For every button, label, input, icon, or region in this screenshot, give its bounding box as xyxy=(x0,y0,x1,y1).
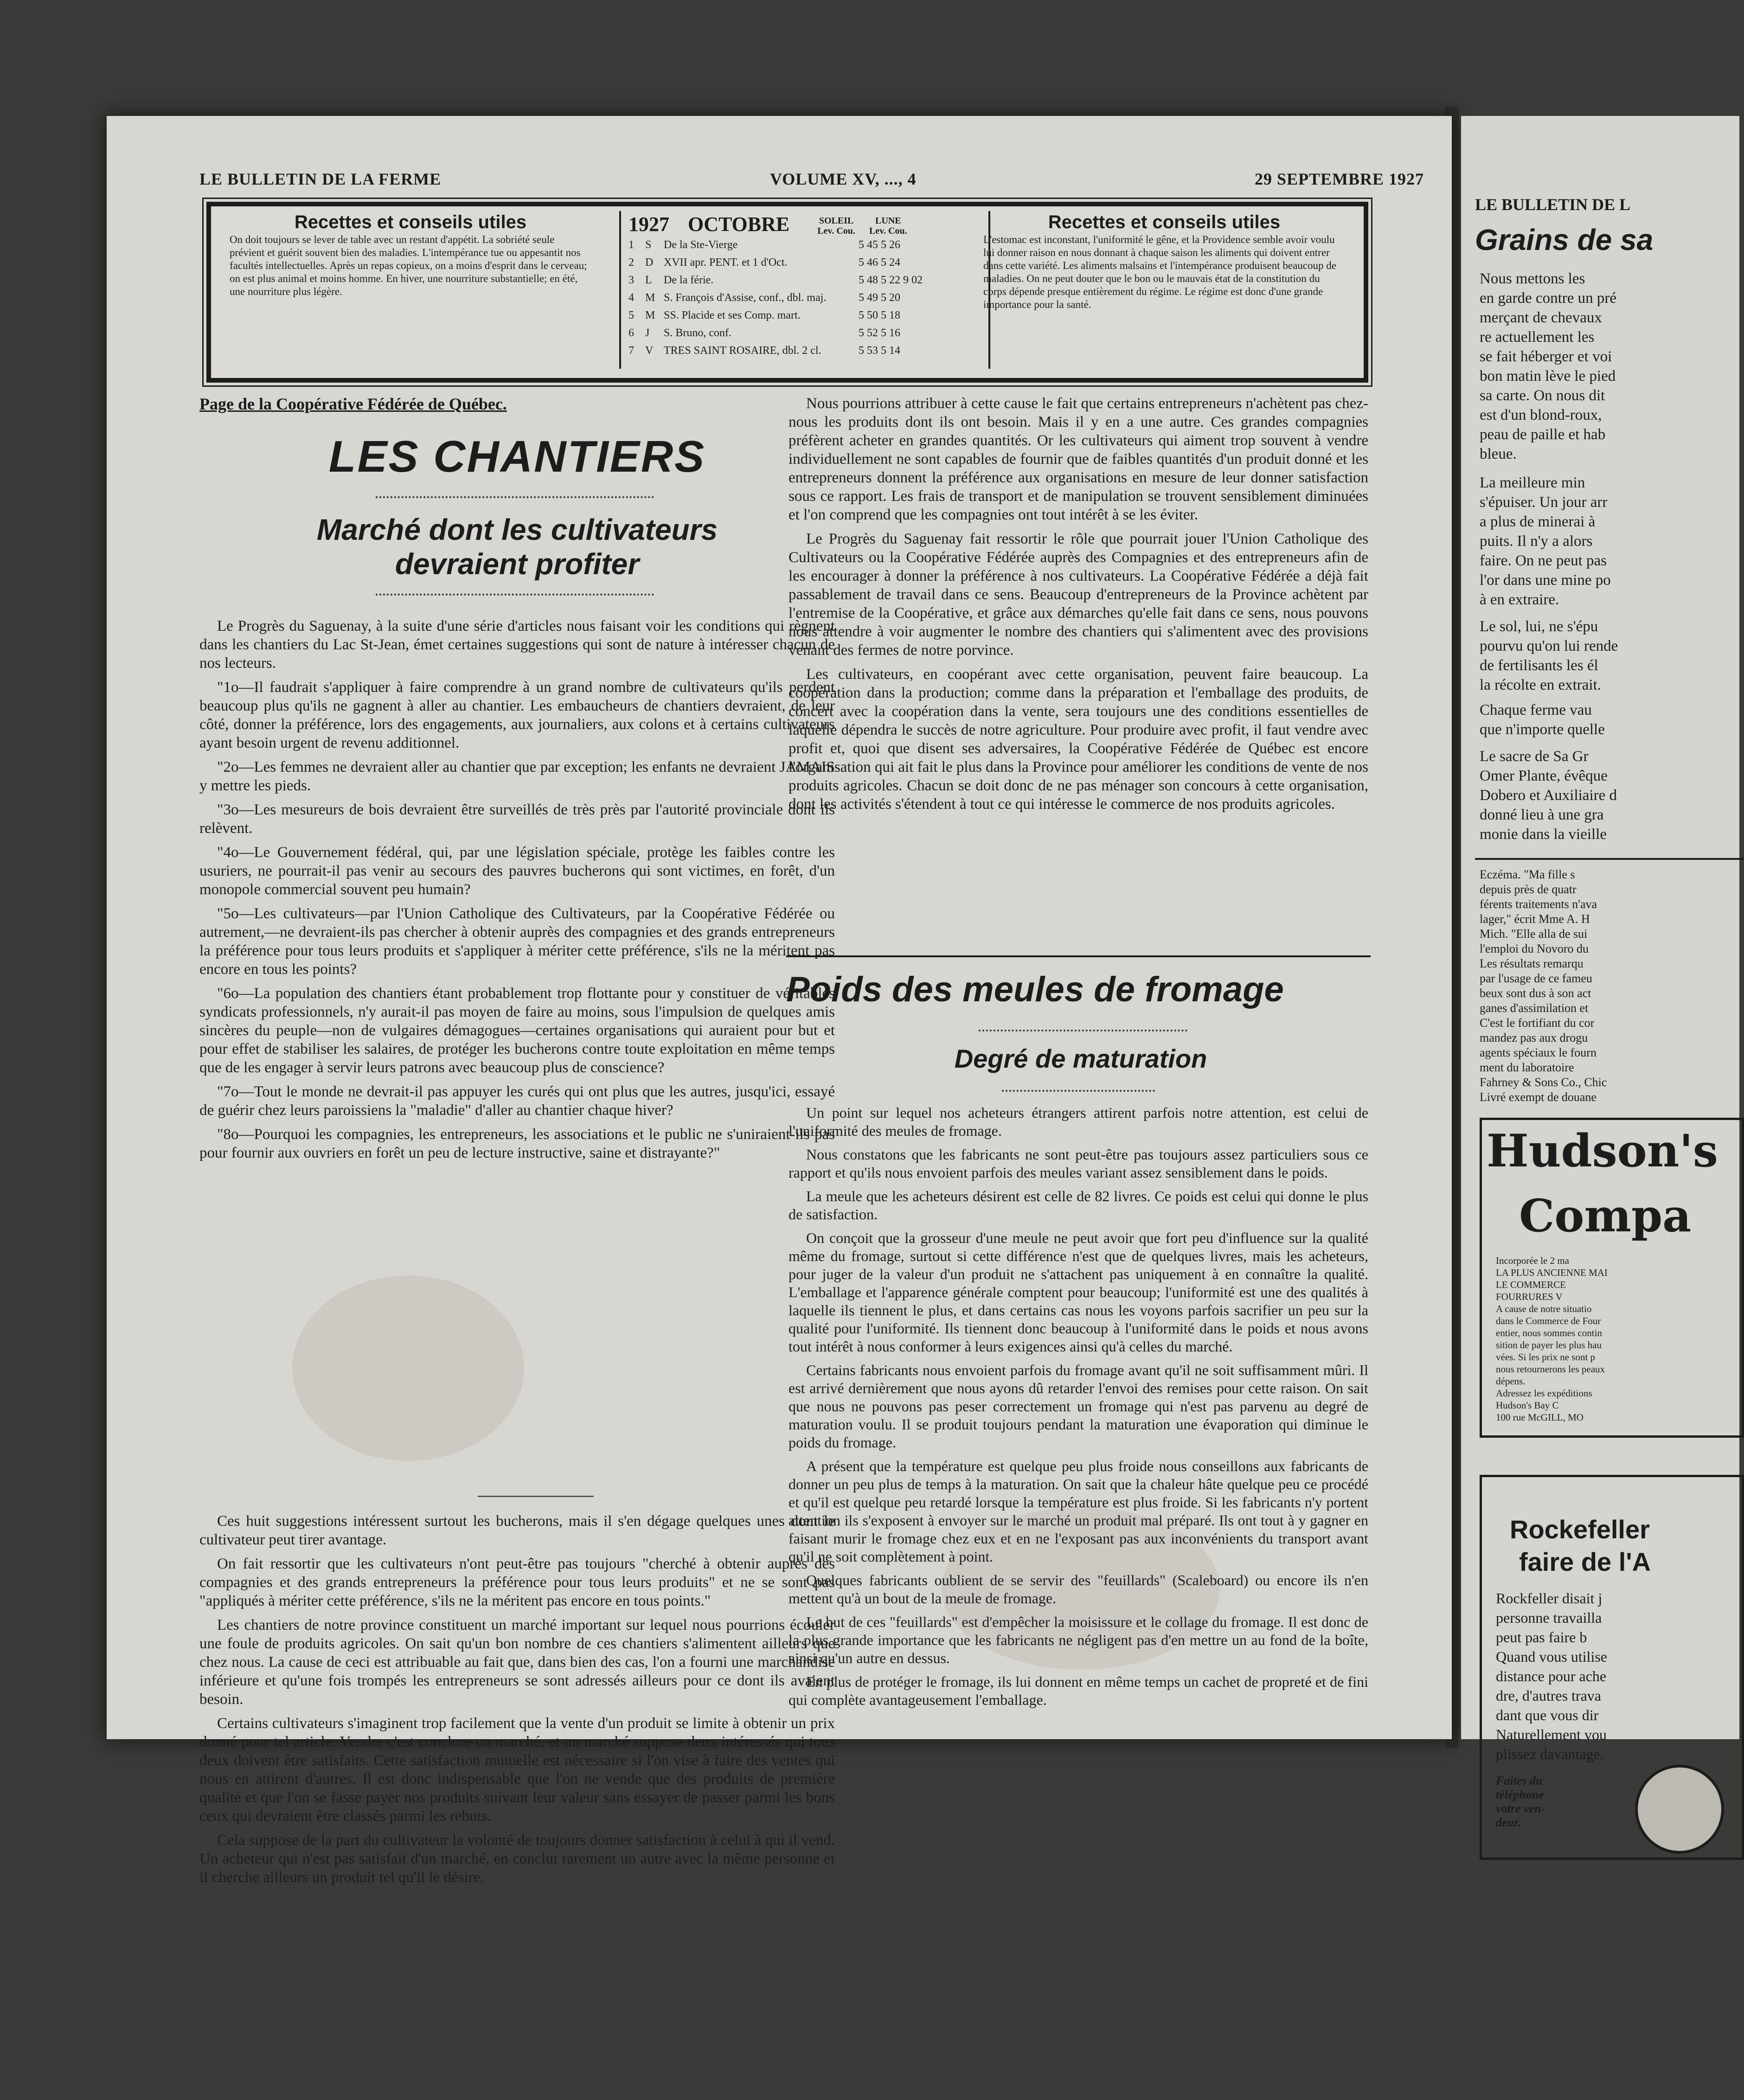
page-header xyxy=(199,169,1424,192)
text-line: bon matin lève le pied xyxy=(1480,368,1616,384)
calendar-cell: 5 50 5 18 xyxy=(859,309,900,321)
text-line: C'est le fortifiant du cor xyxy=(1480,1016,1595,1030)
text-line: Eczéma. "Ma fille s xyxy=(1480,868,1575,881)
calendar-cell: 4 xyxy=(628,291,634,304)
text-line: sa carte. On nous dit xyxy=(1480,387,1605,404)
calendar-cell: J xyxy=(645,327,650,339)
calendar-cell: De la férie. xyxy=(664,274,714,286)
tips-right xyxy=(983,212,1345,311)
paragraph: "6o—La population des chantiers étant probablement trop flottante pour y constituer de véritables syndicats professionnels, n'y aurait-il pas moyen de faire au moins, sous l'impulsion de quelques amis sincères du peuple—non de vulgaires démagogues—certaines organisations qui auraient pour but et pour effet de stabiliser les salaires, de protéger les bucherons contre toute exploitation en même temps que de les engager à servir leurs patrons avec beaucoup plus de conscience? xyxy=(199,985,835,1076)
calendar-row xyxy=(628,236,981,254)
text-line: peau de paille et hab xyxy=(1480,426,1606,443)
text-line: Les résultats remarqu xyxy=(1480,957,1584,970)
text-line: a plus de minerai à xyxy=(1480,513,1596,530)
article-subtitle-fromage: Degré de maturation xyxy=(954,1044,1207,1073)
phone-caption xyxy=(1496,1774,1545,1830)
text-line: 100 rue McGILL, MO xyxy=(1496,1412,1584,1423)
calendar-cell: SS. Placide et ses Comp. mart. xyxy=(664,309,801,321)
calendar-rows xyxy=(628,236,981,359)
calendar-cell: 5 52 5 16 xyxy=(859,327,900,339)
calendar-row xyxy=(628,342,981,359)
text-line: bleue. xyxy=(1480,446,1517,462)
coop-label: Page de la Coopérative Fédérée de Québec. xyxy=(199,395,507,413)
text-line: LE COMMERCE xyxy=(1496,1279,1566,1290)
calendar-cell: 6 xyxy=(628,327,634,339)
calendar-cell: 5 48 5 22 9 02 xyxy=(859,274,923,286)
masthead-title-right: LE BULLETIN DE L xyxy=(1475,195,1631,214)
article-subtitle-chantiers: Marché dont les cultivateurs devraient profiter xyxy=(316,513,718,581)
text-line: dépens. xyxy=(1496,1376,1526,1387)
text-line: Livré exempt de douane xyxy=(1480,1090,1597,1104)
paragraph: "7o—Tout le monde ne devrait-il pas appuyer les curés qui ont plus que les autres, jusqu'ici, essayé de guérir chez leurs paroissiens la "maladie" d'aller au chantier chaque hiver? xyxy=(199,1083,835,1119)
calendar-cell: 5 45 5 26 xyxy=(859,238,900,251)
text-line: en garde contre un pré xyxy=(1480,290,1617,307)
newspaper-page-right xyxy=(1461,116,1739,1829)
grains-text-3 xyxy=(1480,617,1730,695)
text-line: agents spéciaux le fourn xyxy=(1480,1046,1597,1059)
grains-text-1 xyxy=(1480,269,1730,464)
paragraph: Nous constatons que les fabricants ne sont peut-être pas toujours assez particuliers sous ce rapport et qu'ils nous envoient parfois des meules variant assez sensiblement dans le poids. xyxy=(789,1146,1368,1181)
text-line: pourvu qu'on lui rende xyxy=(1480,638,1618,654)
ornament-rule xyxy=(979,1025,1187,1031)
calendar-cell: 1 xyxy=(628,238,634,251)
eczema-ad-text xyxy=(1480,867,1730,1105)
text-line: nous retournerons les peaux xyxy=(1496,1364,1605,1375)
calendar-cell: XVII apr. PENT. et 1 d'Oct. xyxy=(664,256,788,269)
paragraph: "3o—Les mesureurs de bois devraient être surveillés de très près par l'autorité provinciale dont ils relèvent. xyxy=(199,801,835,837)
paragraph: Ces huit suggestions intéressent surtout les bucherons, mais il s'en dégage quelques unes dont le cultivateur peut tirer avantage. xyxy=(199,1513,835,1548)
paragraph: "5o—Les cultivateurs—par l'Union Catholique des Cultivateurs, par la Coopérative Fédérée ou autrement,—ne devraient-ils pas chercher à obtenir auprès des compagnies et des grands entrepreneurs la préférence pour tous leurs produits et s'appliquer à mériter cette préférence, s'ils ne la méritent pas encore en tous les points? xyxy=(199,905,835,978)
hudson-title: Hudson's xyxy=(1487,1125,1718,1177)
calendar-cell: M xyxy=(645,291,655,304)
ornament-rule xyxy=(376,589,654,595)
tips-left-title: Recettes et conseils utiles xyxy=(294,212,527,232)
text-line: FOURRURES V xyxy=(1496,1291,1563,1302)
grains-text-5 xyxy=(1480,747,1730,844)
grains-text-4 xyxy=(1480,700,1730,739)
text-line: Adressez les expéditions xyxy=(1496,1388,1592,1399)
rockefeller-title-2: faire de l'A xyxy=(1519,1547,1651,1576)
section-divider xyxy=(478,1496,594,1497)
calendar-box xyxy=(206,202,1368,383)
text-line: Dobero et Auxiliaire d xyxy=(1480,787,1617,804)
text-line: merçant de chevaux xyxy=(1480,309,1602,326)
paper-stain xyxy=(292,1275,524,1461)
lune-header: LUNE Lev. Cou. xyxy=(869,216,907,236)
calendar-cell: 5 49 5 20 xyxy=(859,291,900,304)
paragraph: Certains fabricants nous envoient parfois du fromage avant qu'il ne soit suffisamment mûri. Il est arrivé dernièrement que nous ayons dû retarder l'envoi des remises pour cette raison. On sait que nous ne pouvons pas peser correctement un fromage qui n'est pas parvenu au degré de maturation voulu. Il se produit toujours pendant la maturation une évaporation qui diminue le poids du fromage. xyxy=(789,1362,1368,1451)
calendar-cell: S. Bruno, conf. xyxy=(664,327,731,339)
paragraph: Un point sur lequel nos acheteurs étrangers attirent parfois notre attention, est celui de l'uniformité des meules de fromage. xyxy=(789,1104,1368,1139)
text-line: Mich. "Elle alla de sui xyxy=(1480,927,1588,941)
text-line: par l'usage de ce fameu xyxy=(1480,972,1592,985)
text-line: dans le Commerce de Four xyxy=(1496,1315,1601,1326)
text-line: A cause de notre situatio xyxy=(1496,1303,1592,1314)
hudsons-bay-ad xyxy=(1480,1118,1744,1438)
text-line: deur. xyxy=(1496,1816,1521,1829)
soleil-header: SOLEIL Lev. Cou. xyxy=(817,216,855,236)
calendar-cell: M xyxy=(645,309,655,321)
calendar-cell: 2 xyxy=(628,256,634,269)
text-line: téléphone xyxy=(1496,1788,1544,1801)
paragraph: La meule que les acheteurs désirent est celle de 82 livres. Ce poids est celui qui donne le plus de satisfaction. xyxy=(789,1188,1368,1223)
text-line: depuis près de quatr xyxy=(1480,883,1577,896)
text-line: beux sont dus à son act xyxy=(1480,986,1591,1000)
text-line: sition de payer les plus hau xyxy=(1496,1339,1602,1351)
text-line: ment du laboratoire xyxy=(1480,1061,1574,1074)
paragraph: "2o—Les femmes ne devraient aller au chantier que par exception; les enfants ne devraient JAMAIS y mettre les pieds. xyxy=(199,759,835,794)
calendar-cell: 7 xyxy=(628,344,634,357)
bell-telephone-logo xyxy=(1635,1765,1724,1854)
calendar-cell: 5 46 5 24 xyxy=(859,256,900,269)
text-line: re actuellement les xyxy=(1480,329,1595,346)
calendar-month: OCTOBRE xyxy=(688,213,790,236)
calendar-cell: S xyxy=(645,238,652,251)
text-line: Chaque ferme vau xyxy=(1480,702,1592,718)
calendar-cell: S. François d'Assise, conf., dbl. maj. xyxy=(664,291,827,304)
calendar-cell: V xyxy=(645,344,654,357)
tips-left xyxy=(230,212,591,298)
text-line: l'or dans une mine po xyxy=(1480,572,1611,589)
text-line: est d'un blond-roux, xyxy=(1480,407,1602,423)
text-line: se fait héberger et voi xyxy=(1480,348,1612,365)
calendar-cell: De la Ste-Vierge xyxy=(664,238,738,251)
paragraph: Le Progrès du Saguenay fait ressortir le rôle que pourrait jouer l'Union Catholique des Cultivateurs ou la Coopérative Fédérée auprès des Compagnies et des entrepreneurs afin de les encourager à donner la préférence à nos cultivateurs. La Coopérative Fédérée a déjà fait passablement de travail dans ce sens. Beaucoup d'entrepreneurs de la Province achètent par l'entremise de la Coopérative, et grâce aux démarches qu'elle fait dans ce sens, nous pouvons nous attendre à voir augmenter le nombre des chantiers qui s'alimentent avec des provisions venant des fermes de notre porvince. xyxy=(789,531,1368,659)
paragraph: En plus de protéger le fromage, ils lui donnent en même temps un cachet de propreté et de fini qui complète avantageusement l'emballage. xyxy=(789,1673,1368,1708)
text-line: vées. Si les prix ne sont p xyxy=(1496,1351,1596,1363)
column-title-grains: Grains de sa xyxy=(1475,223,1654,256)
text-line: peut pas faire b xyxy=(1496,1629,1587,1645)
text-line: Rockfeller disait j xyxy=(1496,1590,1603,1607)
paragraph: Cela suppose de la part du cultivateur la volonté de toujours donner satisfaction à celui à qui il vend. Un acheteur qui n'est pas satisfait d'un marché, en conclut rarement un autre avec la même personne et il cherche ailleurs un produit tel qu'il le désire. xyxy=(199,1832,835,1886)
text-line: Quand vous utilise xyxy=(1496,1648,1607,1665)
tips-right-text: L'estomac est inconstant, l'uniformité le gêne, et la Providence semble avoir voulu lui donner raison en nous donnant à chaque saison les aliments qui doivent entrer dans cette variété. Les aliments malsains et l'intempérance produisent beaucoup de maladies. On ne peut douter que le bon ou le mauvais état de la constitution du corps dépende presque entièrement du régime. Le régime est donc d'une grande importance pour la santé. xyxy=(983,234,1336,310)
calendar-cell: D xyxy=(645,256,654,269)
calendar-row xyxy=(628,324,981,342)
text-line: de fertilisants les él xyxy=(1480,657,1598,674)
text-line: Incorporée le 2 ma xyxy=(1496,1255,1570,1266)
ornament-rule xyxy=(376,492,654,498)
text-line: Hudson's Bay C xyxy=(1496,1400,1559,1411)
paragraph: "8o—Pourquoi les compagnies, les entrepreneurs, les associations et le public ne s'uniraient-ils pas pour fournir aux ouvriers en forêt un peu de lecture instructive, saine et distrayante?" xyxy=(199,1126,835,1161)
text-line: lager," écrit Mme A. H xyxy=(1480,912,1590,926)
text-line: Le sacre de Sa Gr xyxy=(1480,748,1589,765)
calendar-row xyxy=(628,271,981,289)
paragraph: Les cultivateurs, en coopérant avec cette organisation, peuvent faire beaucoup. La coopération dans la production; comme dans la préparation et l'emballage des produits, de concert avec la coopération dans la vente, sera toujours une des conditions essentielles de laquelle dépendra le succès de notre agriculture. Pour produire avec profit, il faut vendre avec profit et, quoi que disent ses adversaires, la Coopérative Fédérée de Québec est encore l'organisation qui ait fait le plus dans la Province pour améliorer les conditions de vente de nos produits agricoles. Chacun se doit donc de ne pas ménager son concours à cette organisation, dont les activités s'étendent à tout ce qui intéresse le commerce de nos produits agricoles. xyxy=(789,666,1368,813)
text-line: personne travailla xyxy=(1496,1609,1602,1626)
article-title-chantiers: LES CHANTIERS xyxy=(328,432,706,481)
calendar-cell: L xyxy=(645,274,652,286)
text-line: entier, nous sommes contin xyxy=(1496,1327,1602,1338)
paragraph: Certains cultivateurs s'imaginent trop facilement que la vente d'un produit se limite à obtenir un prix donné pour tel article. Vendre c'est conclure un marché, et un marché suppose deux intéressés qui tous deux doivent être satisfaits. Cette satisfaction mutuelle est nécessaire si l'on vise à faire des ventes qui nous en attirent d'autres. Il est donc indispensable que l'on ne vende que des produits de première qualité et que l'on se fasse payer nos produits suivant leur valeur sans essayer de passer parmi les bons ceux qui devraient être classés parmi les rebuts. xyxy=(199,1715,835,1825)
article-title-fromage: Poids des meules de fromage xyxy=(786,970,1284,1009)
tips-right-title: Recettes et conseils utiles xyxy=(1048,212,1281,232)
text-line: puits. Il n'y a alors xyxy=(1480,533,1593,550)
hudson-company: Compa xyxy=(1519,1190,1692,1242)
text-line: distance pour ache xyxy=(1496,1668,1607,1684)
calendar-row xyxy=(628,307,981,324)
calendar-row xyxy=(628,289,981,307)
rockefeller-ad xyxy=(1480,1475,1744,1860)
text-line: Le sol, lui, ne s'épu xyxy=(1480,618,1598,635)
text-line: s'épuiser. Un jour arr xyxy=(1480,494,1608,511)
text-line: Nous mettons les xyxy=(1480,270,1585,287)
text-line: que n'importe quelle xyxy=(1480,721,1605,738)
calendar-cell: 5 xyxy=(628,309,634,321)
october-calendar xyxy=(619,211,990,369)
grains-text-2 xyxy=(1480,473,1730,609)
text-line: La meilleure min xyxy=(1480,474,1585,491)
text-line: plissez davantage. xyxy=(1496,1746,1604,1762)
text-line: ganes d'assimilation et xyxy=(1480,1001,1589,1015)
paragraph: Nous pourrions attribuer à cette cause le fait que certains entrepreneurs n'achètent pas chez-nous les produits dont ils ont besoin. Mais il y en a une autre. Ces grandes compagnies préfèrent acheter en grandes quantités. Or les cultivateurs qui aiment trop souvent à vendre individuellement ne sont capables de fournir que de faibles quantités d'un produit donné et les entrepreneurs donnent la préférence aux organisations en mesure de leur donner satisfaction sous ce rapport. Les frais de transport et de manipulation se trouvent sensiblement diminuées et l'on comprend que les compagnies ont tout intérêt à se les éviter. xyxy=(789,395,1368,523)
article-chantiers-body xyxy=(199,617,835,1168)
text-line: LA PLUS ANCIENNE MAI xyxy=(1496,1267,1608,1278)
paragraph: Quelques fabricants oublient de se servir des "feuillards" (Scaleboard) ou encore ils n'en mettent qu'à un bout de la meule de fromage. xyxy=(789,1572,1368,1607)
masthead-title: LE BULLETIN DE LA FERME xyxy=(199,170,442,188)
paragraph: "1o—Il faudrait s'appliquer à faire comprendre à un grand nombre de cultivateurs qu'ils perdent beaucoup plus qu'ils ne gagnent à aller au chantier. Les embaucheurs de chantiers devraient, de leur côté, donner la préférence, lors des engagements, aux journaliers, aux colons et à certains cultivateurs ayant besoin urgent de revenu additionnel. xyxy=(199,679,835,751)
article-chantiers-body-2 xyxy=(199,1512,835,1892)
column-rule xyxy=(786,955,1371,957)
paragraph: Le but de ces "feuillards" est d'empêcher la moisissure et le collage du fromage. Il est donc de la plus grande importance que les fabricants ne négligent pas d'en mettre un au fond de la boîte, ainsi qu'un autre en dessus. xyxy=(789,1613,1368,1666)
text-line: faire. On ne peut pas xyxy=(1480,552,1607,569)
paragraph: On conçoit que la grosseur d'une meule ne peut avoir que fort peu d'influence sur la qualité même du fromage, surtout si cette différence n'est que de quelques livres, mais les acheteurs, pour juger de la valeur d'un produit ne s'attachent pas uniquement à en connaître la qualité. L'emballage et l'apparence générale comptent pour beaucoup; l'uniformité est une des qualités à laquelle ils tiennent le plus, et dans certains cas nous les voyons parfois sacrifier un peu sur la qualité pour l'uniformité. Ils tiennent donc beaucoup à l'uniformité dans le poids et nous avons tout intérêt à nous conformer à leurs exigences ainsi qu'à celles du marché. xyxy=(789,1229,1368,1355)
text-line: Fahrney & Sons Co., Chic xyxy=(1480,1076,1607,1089)
rockefeller-title: Rockefeller xyxy=(1510,1515,1650,1544)
paragraph: A présent que la température est quelque peu plus froide nous conseillons aux fabricants de donner un peu plus de temps à la maturation. On sait que la chaleur hâte quelque peu ce procédé et qu'il est quelque peu retardé lorsque la température est plus froide. Si les fabricants n'y portent attention ils s'exposent à envoyer sur le marché un produit mal préparé. Ils ont tout à y gagner en faisant murir le fromage chez eux et en ne l'exposant pas aux inconvénients du transport avant qu'il ne soit complètement à point. xyxy=(789,1458,1368,1565)
column-rule xyxy=(1475,858,1744,860)
text-line: férents traitements n'ava xyxy=(1480,897,1597,911)
text-line: Naturellement vou xyxy=(1496,1726,1607,1743)
text-line: votre ven- xyxy=(1496,1802,1545,1815)
issue-date: 29 SEPTEMBRE 1927 xyxy=(1254,170,1424,188)
calendar-row xyxy=(628,254,981,271)
paragraph: "4o—Le Gouvernement fédéral, qui, par une législation spéciale, protège les faibles contre les usuriers, ne pourrait-il pas venir au secours des pauvres bucherons qui sont victimes, en forêt, d'un monopole commercial souvent peu humain? xyxy=(199,844,835,898)
article-fromage-body xyxy=(789,1104,1368,1715)
paragraph: On fait ressortir que les cultivateurs n'ont peut-être pas toujours "cherché à obtenir auprès des compagnies et des grands entrepreneurs la préférence pour tous leurs produits" et ne se sont pas "appliqués à mériter cette préférence, s'ils ne la méritent pas encore en tous points." xyxy=(199,1556,835,1609)
ornament-rule xyxy=(1002,1085,1155,1092)
text-line: Omer Plante, évêque xyxy=(1480,768,1608,784)
text-line: l'emploi du Novoro du xyxy=(1480,942,1589,955)
newspaper-page-left xyxy=(107,116,1452,1886)
calendar-cell: 3 xyxy=(628,274,634,286)
paragraph: Le Progrès du Saguenay, à la suite d'une série d'articles nous faisant voir les conditions qui règnent dans les chantiers du Lac St-Jean, émet certaines suggestions qui sont de nature à intéresser chacun de nos lecteurs. xyxy=(199,618,835,672)
text-line: à en extraire. xyxy=(1480,591,1559,608)
article-chantiers-continued xyxy=(789,394,1368,819)
text-line: dant que vous dir xyxy=(1496,1707,1599,1723)
rockefeller-text xyxy=(1496,1588,1607,1764)
calendar-cell: 5 53 5 14 xyxy=(859,344,900,357)
text-line: la récolte en extrait. xyxy=(1480,677,1602,693)
calendar-cell: TRES SAINT ROSAIRE, dbl. 2 cl. xyxy=(664,344,821,357)
text-line: dre, d'autres trava xyxy=(1496,1687,1601,1704)
tips-left-text: On doit toujours se lever de table avec un restant d'appétit. La sobriété seule prévient et guérit souvent bien des maladies. L'intempérance tue ou appesantit nos facultés intellectuelles. Après un repas copieux, on a moins d'esprit dans le cerveau; on est plus animal et moins homme. En hiver, une nourriture substantielle; en été, une nourriture plus légère. xyxy=(230,234,587,297)
calendar-year: 1927 xyxy=(628,213,669,236)
hudson-ad-text xyxy=(1496,1255,1608,1423)
text-line: mandez pas aux drogu xyxy=(1480,1031,1588,1044)
text-line: monie dans la vieille xyxy=(1480,826,1607,843)
text-line: donné lieu à une gra xyxy=(1480,807,1604,823)
volume-label: VOLUME XV, ..., 4 xyxy=(770,170,917,188)
text-line: Faites du xyxy=(1496,1774,1543,1787)
paragraph: Les chantiers de notre province constituent un marché important sur lequel nous pourrions écouler une foule de produits agricoles. On sait qu'un bon nombre de ces chantiers s'alimentent ailleurs que chez nous. La cause de ceci est attribuable au fait que, dans bien des cas, l'on a fourni une marchandise inférieure et qu'une fois trompés les entrepreneurs se sont adressés ailleurs pour ce dont ils avaient besoin. xyxy=(199,1617,835,1708)
